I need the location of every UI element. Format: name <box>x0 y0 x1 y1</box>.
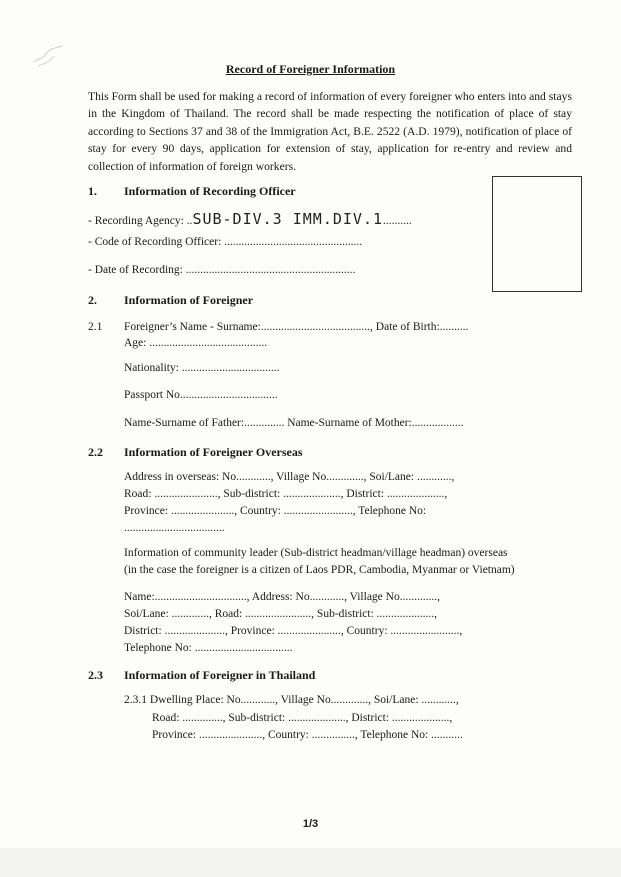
page-number: 1/3 <box>302 818 319 830</box>
overseas-address-line-1[interactable]: Address in overseas: No............, Village No............., Soi/Lane: ............, <box>124 471 455 483</box>
leader-line-1[interactable]: Name:................................, Address: No............, Village No............., <box>124 591 440 603</box>
overseas-address-line-4[interactable]: ................................... <box>124 522 225 534</box>
dwelling-line-1[interactable]: 2.3.1 Dwelling Place: No............, Village No............., Soi/Lane: ............, <box>124 694 459 706</box>
leader-line-4[interactable]: Telephone No: .................................. <box>124 642 293 654</box>
subsection-2-3-number: 2.3 <box>88 668 103 682</box>
subsection-2-3-title: Information of Foreigner in Thailand <box>124 668 316 682</box>
section-1-title: Information of Recording Officer <box>124 184 296 198</box>
nationality-field[interactable]: Nationality: .................................. <box>124 362 280 374</box>
dwelling-line-2[interactable]: Road: .............., Sub-district: ...................., District: ...................., <box>152 712 453 724</box>
community-leader-heading-2: (in the case the foreigner is a citizen of Laos PDR, Cambodia, Myanmar or Vietnam) <box>124 564 515 576</box>
name-dob-field[interactable]: Foreigner’s Name - Surname:......................................, Date of Birth:.......... <box>124 321 469 333</box>
intro-paragraph: This Form shall be used for making a record of information of every foreigner who enters into and stays in the Kingdom of Thailand. The record shall be made respecting the notification of place of stay according to Sections 37 and 38 of the Immigration Act, B.E. 2522 (A.D. 1979), notification of place of stay for every 90 days, application for extension of stay, application for re-entry and review and collection of information of foreign workers. <box>88 90 572 173</box>
subsection-2-2-title: Information of Foreigner Overseas <box>124 445 303 459</box>
community-leader-heading-1: Information of community leader (Sub-district headman/village headman) overseas <box>124 547 508 559</box>
leader-line-3[interactable]: District: ....................., Province: ......................, Country: ........................, <box>124 625 463 637</box>
leader-line-2[interactable]: Soi/Lane: ............., Road: ......................., Sub-district: ...................., <box>124 608 438 620</box>
section-2-title: Information of Foreigner <box>124 293 254 307</box>
section-2-number: 2. <box>88 293 97 307</box>
form-title: Record of Foreigner Information <box>225 62 396 76</box>
parents-names-field[interactable]: Name-Surname of Father:.............. Name-Surname of Mother:.................. <box>124 417 464 429</box>
recording-agency-label: - Recording Agency: .. <box>88 215 193 227</box>
dwelling-line-3[interactable]: Province: ......................, Country: ..............., Telephone No: ........... <box>152 729 463 741</box>
recording-agency-dots: .......... <box>383 215 412 227</box>
subsection-2-1-number: 2.1 <box>88 321 103 333</box>
photo-box <box>492 176 582 292</box>
recording-agency-value[interactable]: SUB-DIV.3 IMM.DIV.1 <box>192 210 384 228</box>
officer-code-field[interactable]: - Code of Recording Officer: ................................................ <box>88 236 363 248</box>
passport-field[interactable]: Passport No.................................. <box>124 389 278 401</box>
section-1-number: 1. <box>88 184 97 198</box>
subsection-2-2-number: 2.2 <box>88 445 103 459</box>
recording-agency-row <box>88 210 412 228</box>
recording-date-field[interactable]: - Date of Recording: ........................................................... <box>88 264 356 276</box>
overseas-address-line-3[interactable]: Province: ......................, Country: ........................, Telephone No: <box>124 505 427 517</box>
age-field[interactable]: Age: ......................................... <box>124 337 268 349</box>
overseas-address-line-2[interactable]: Road: ......................, Sub-district: ...................., District: ...................., <box>124 488 448 500</box>
scan-edge <box>0 848 621 877</box>
